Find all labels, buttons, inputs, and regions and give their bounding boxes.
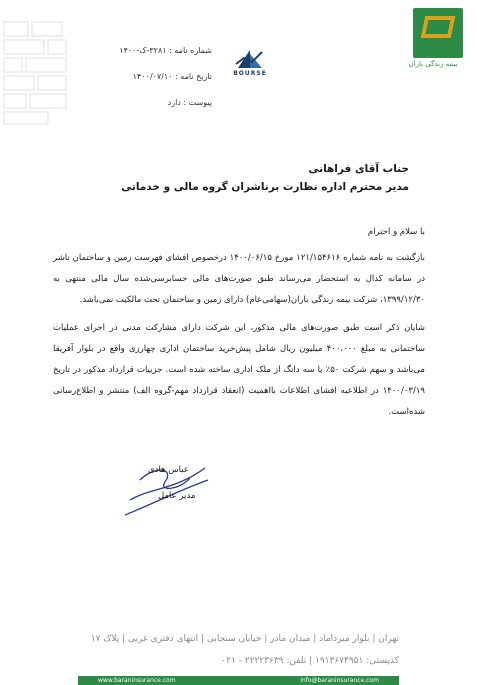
letter-date: تاریخ نامه : ۱۴۰۰/۰۷/۱۰ [132,72,212,81]
footer-address: تهران | بلوار میرداماد | میدان مادر | خیابان سنجابی | انتهای دفتری غربی | پلاک ۱۷ [90,634,399,644]
footer-bar [78,676,399,685]
recipient-name: جناب آقای فراهانی [308,163,409,175]
footer-email: info@baraninsurance.com [300,677,379,684]
signer-name: عباس هادی [148,465,189,475]
body-paragraph-1: بازگشت به نامه شماره ۱۲۱/۱۵۴۶۱۶ مورخ ۱۴۰۰/۰۶/۱۵ درخصوص افشای فهرست زمین و ساختمان ناشر در سامانه کدال به استحضار می‌رساند طبق صورت‌های مالی حسابرسی‌شده سال مالی منتهی به ۱۳۹۹/۱۲/۳۰، شرکت بیمه زندگی باران(سهامی‌عام) دارای زمین و ساختمان تحت مالکیت نمی‌باشد. [53,253,425,305]
baran-logo [413,8,463,58]
footer-contact: کدپستی: ۱۹۱۳۶۷۴۹۵۱ | تلفن: ۲۲۲۲۳۶۳۹ - ۰۲۱ [221,656,399,666]
recipient-title: مدیر محترم اداره نظارت برناشران گروه مالی و خدماتی [121,181,409,193]
decorative-pattern [0,18,70,128]
body-paragraph-2: شایان ذکر است طبق صورت‌های مالی مذکور، این شرکت دارای مشارکت مدنی در اجرای عملیات ساختمانی به مبلغ ۴۰۰،۰۰۰ میلیون ریال شامل پیش‌خرید ساختمان اداری چهارزی واقع در بلوار آفریقا می‌باشد و سهم شرکت ۵۰٪ یا سه دانگ از ملک اداری ساخته شده است. جزییات قرارداد مذکور در تاریخ ۱۴۰۰/۰۳/۱۹ در اطلاعیه افشای اطلاعات بااهمیت (انعقاد قرارداد مهم-گروه الف) منتشر و اطلاع‌رسانی شده‌است. [53,323,425,417]
footer-website: www.baraninsurance.com [98,677,176,684]
attachment: پیوست : دارد [167,98,212,107]
bourse-logo-text: BOURSE [233,70,267,77]
letter-number: شماره نامه : ۳۲۸۱-ک-۱۴۰۰ [119,46,212,55]
brand-name: بیمه زندگی باران [408,60,458,68]
signer-title: مدیر عامل [158,491,196,501]
baran-logo-mark [421,16,456,38]
greeting: با سلام و احترام [367,227,425,237]
